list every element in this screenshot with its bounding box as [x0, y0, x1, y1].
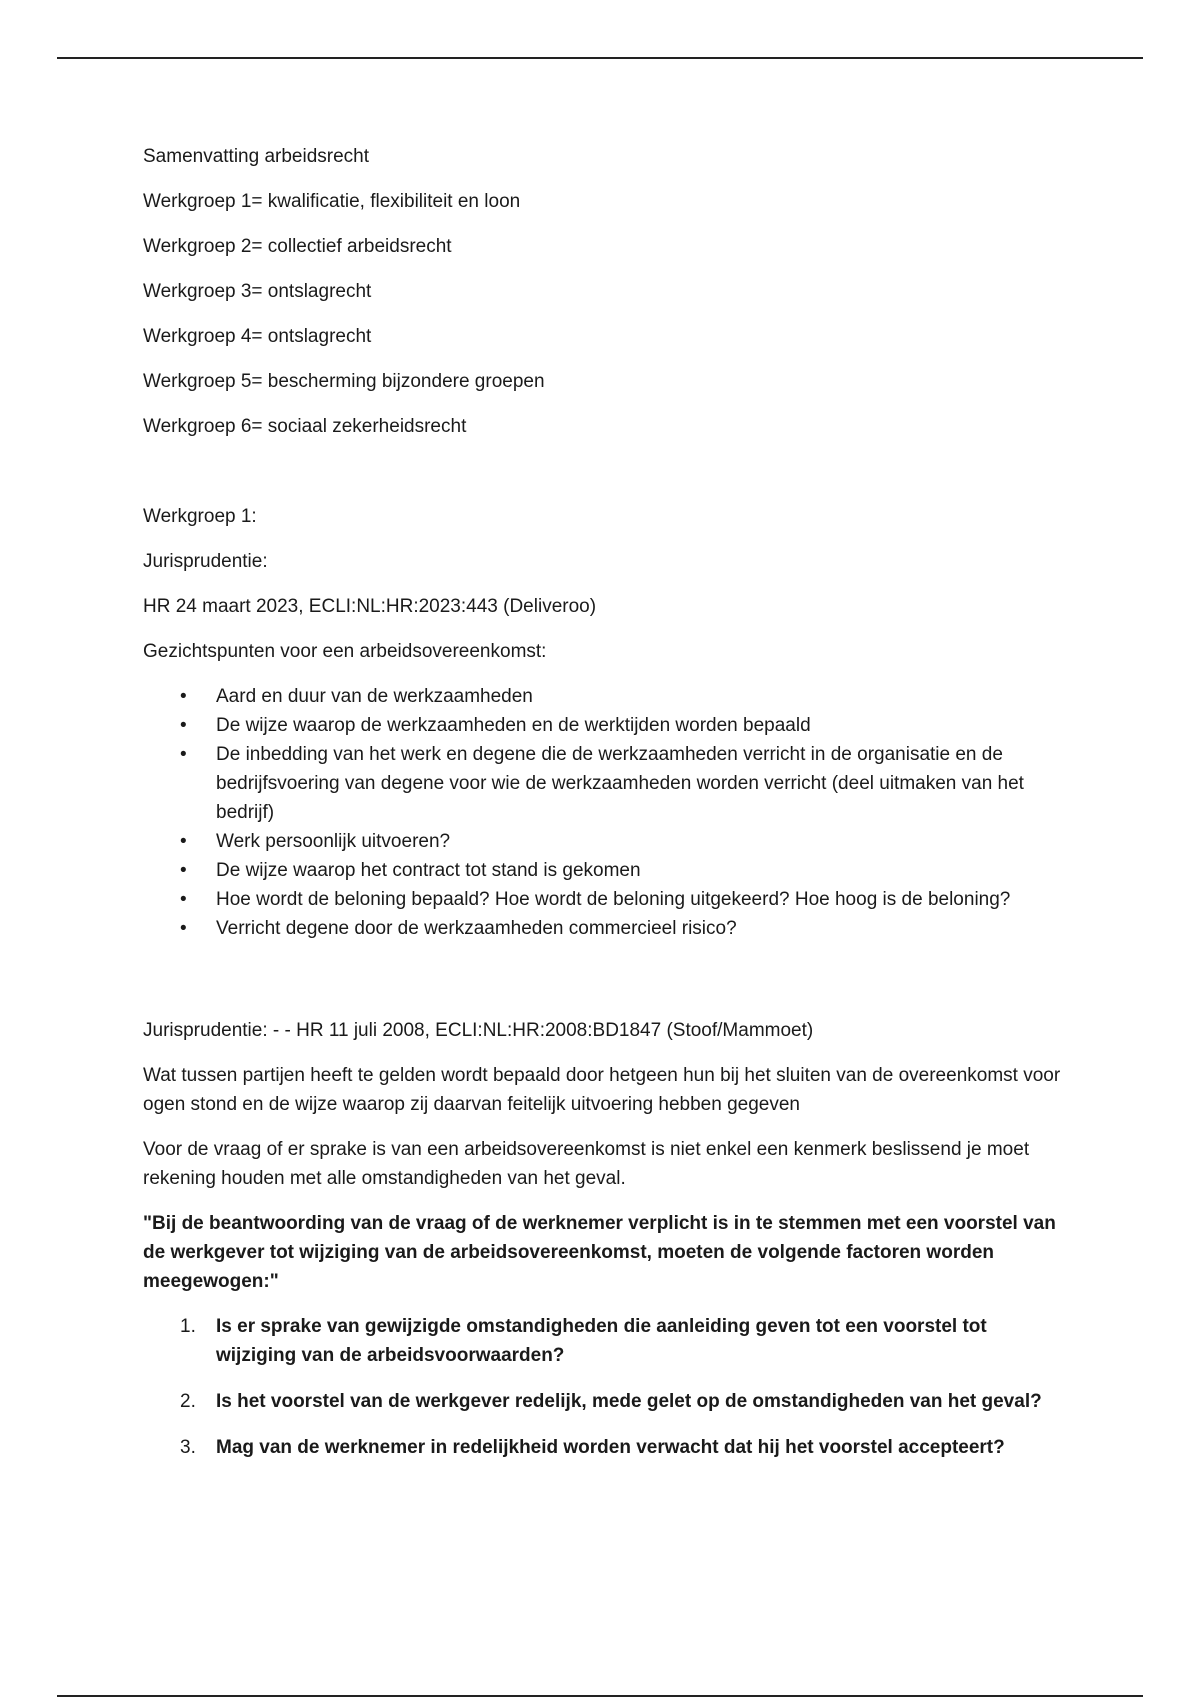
section1-title: Werkgroep 1:: [143, 506, 257, 527]
list-item-text: Is het voorstel van de werkgever redelijk, mede gelet op de omstandigheden van het geval?: [216, 1391, 1042, 1412]
werkgroep-line-6: Werkgroep 6= sociaal zekerheidsrecht: [143, 416, 467, 437]
list-number: 3.: [180, 1437, 196, 1458]
section-gap: [143, 943, 1063, 988]
list-number: 1.: [180, 1316, 196, 1337]
top-rule: [57, 57, 1143, 59]
section-gap: [143, 457, 1063, 502]
factors-list: [143, 1312, 1063, 1462]
list-item-text: Is er sprake van gewijzigde omstandigheden die aanleiding geven tot een voorstel tot wijziging van de arbeidsvoorwaarden?: [216, 1316, 987, 1366]
werkgroep-line-1: Werkgroep 1= kwalificatie, flexibiliteit en loon: [143, 191, 521, 212]
list-item: • De inbedding van het werk en degene die de werkzaamheden verricht in de organisatie en de bedrijfsvoering van degene voor wie de werkzaamheden worden verricht (deel uitmaken van het bedrijf): [216, 740, 1063, 827]
list-item: [180, 1433, 1063, 1462]
werkgroep-line-3: Werkgroep 3= ontslagrecht: [143, 281, 372, 302]
list-item: • De wijze waarop het contract tot stand is gekomen: [216, 856, 1063, 885]
section2-juris-line: Jurisprudentie: - - HR 11 juli 2008, ECLI:NL:HR:2008:BD1847 (Stoof/Mammoet): [143, 1020, 814, 1041]
werkgroep-line-5: Werkgroep 5= bescherming bijzondere groepen: [143, 371, 545, 392]
section-gap: [143, 988, 1063, 1016]
list-item: • De wijze waarop de werkzaamheden en de werktijden worden bepaald: [216, 711, 1063, 740]
bottom-rule: [57, 1695, 1143, 1697]
gezichtspunten-list: [143, 682, 1063, 943]
list-item: • Verricht degene door de werkzaamheden commercieel risico?: [216, 914, 1063, 943]
list-item: [180, 1387, 1063, 1416]
document-body: [143, 142, 1063, 1479]
list-item-text: Mag van de werknemer in redelijkheid worden verwacht dat hij het voorstel accepteert?: [216, 1437, 1005, 1458]
gezichtspunten-label: Gezichtspunten voor een arbeidsovereenkomst:: [143, 641, 547, 662]
list-item: • Aard en duur van de werkzaamheden: [216, 682, 1063, 711]
list-number: 2.: [180, 1391, 196, 1412]
list-item: • Werk persoonlijk uitvoeren?: [216, 827, 1063, 856]
section2-paragraph-1: Wat tussen partijen heeft te gelden wordt bepaald door hetgeen hun bij het sluiten van de overeenkomst voor ogen stond en de wijze waarop zij daarvan feitelijk uitvoering hebben gegeven: [143, 1065, 1061, 1115]
section2-paragraph-2: Voor de vraag of er sprake is van een arbeidsovereenkomst is niet enkel een kenmerk beslissend je moet rekening houden met alle omstandigheden van het geval.: [143, 1139, 1030, 1189]
section1-case: HR 24 maart 2023, ECLI:NL:HR:2023:443 (Deliveroo): [143, 596, 597, 617]
section1-juris-label: Jurisprudentie:: [143, 551, 268, 572]
list-item: • Hoe wordt de beloning bepaald? Hoe wordt de beloning uitgekeerd? Hoe hoog is de beloning?: [216, 885, 1063, 914]
list-item: [180, 1312, 1063, 1370]
werkgroep-line-2: Werkgroep 2= collectief arbeidsrecht: [143, 236, 452, 257]
werkgroep-line-4: Werkgroep 4= ontslagrecht: [143, 326, 372, 347]
document-heading: Samenvatting arbeidsrecht: [143, 146, 370, 167]
section2-quote: "Bij de beantwoording van de vraag of de werknemer verplicht is in te stemmen met een voorstel van de werkgever tot wijziging van de arbeidsovereenkomst, moeten de volgende factoren worden meegewogen:": [143, 1213, 1056, 1292]
